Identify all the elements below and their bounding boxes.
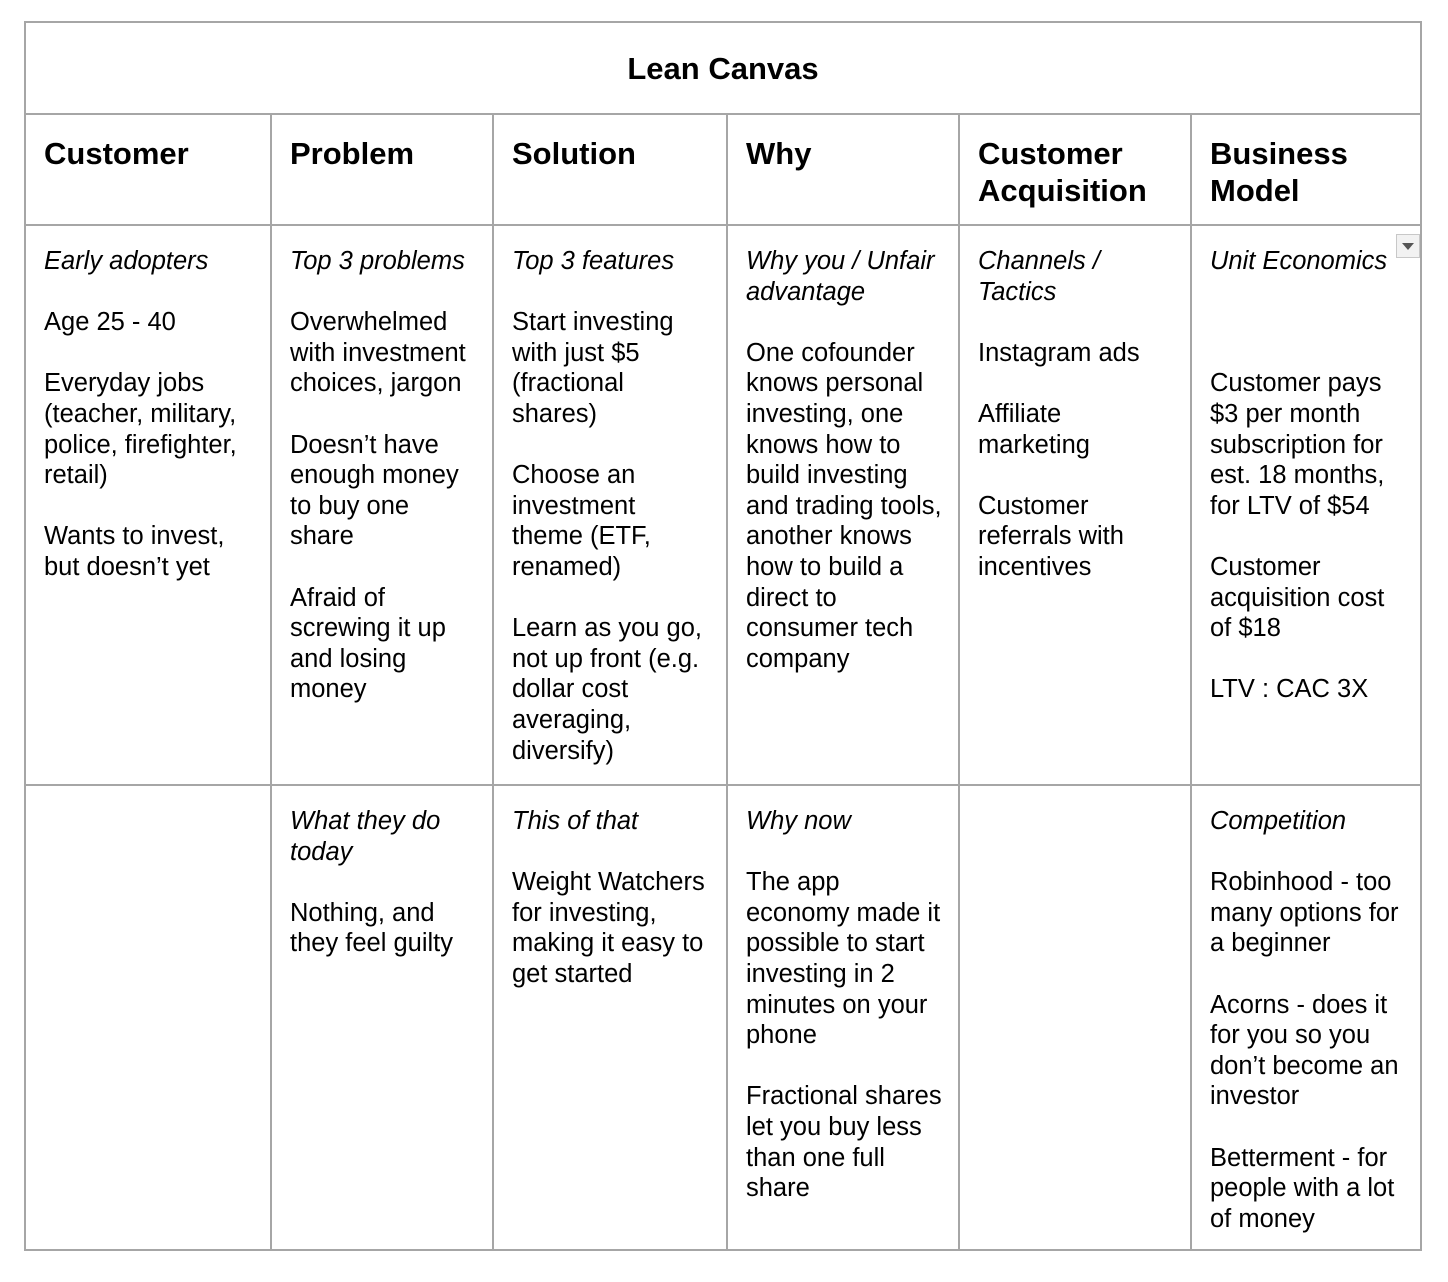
cell-paragraph: LTV : CAC 3X <box>1210 675 1369 704</box>
cell-empty-customer[interactable] <box>26 786 272 1251</box>
cell-heading: What they do today <box>290 807 441 866</box>
cell-paragraph: Instagram ads <box>978 338 1140 367</box>
cell-paragraph: Start investing with just $5 (fractional shares) <box>512 308 674 428</box>
cell-paragraph: Learn as you go, not up front (e.g. dollar cost averaging, diversify) <box>512 614 702 765</box>
cell-heading: Competition <box>1210 807 1347 835</box>
cell-customer[interactable] <box>26 226 272 784</box>
cell-why[interactable] <box>728 226 960 784</box>
triangle-down-icon <box>1402 243 1414 250</box>
cell-heading: Why now <box>746 807 851 835</box>
cell-paragraph: Age 25 - 40 <box>44 308 176 337</box>
cell-why-now[interactable] <box>728 786 960 1251</box>
header-customer-acquisition: Customer Acquisition <box>960 115 1192 224</box>
title-row <box>26 23 1420 115</box>
cell-paragraph: Fractional shares let you buy less than one full share <box>746 1082 942 1203</box>
cell-paragraph: One cofounder knows personal investing, one knows how to build investing and trading tools, another knows how to build a direct to consumer tech company <box>746 338 942 673</box>
cell-paragraph: Customer pays $3 per month subscription for est. 18 months, for LTV of $54 <box>1210 369 1385 520</box>
cell-problem[interactable] <box>272 226 494 784</box>
cell-paragraph: The app economy made it possible to start investing in 2 minutes on your phone <box>746 868 941 1050</box>
cell-paragraph: Betterment - for people with a lot of money <box>1210 1143 1395 1233</box>
cell-business-model[interactable] <box>1192 226 1422 784</box>
cell-heading: Top 3 features <box>512 247 675 275</box>
cell-empty-acquisition[interactable] <box>960 786 1192 1251</box>
cell-paragraph: Afraid of screwing it up and losing money <box>290 583 446 704</box>
cell-heading: Top 3 problems <box>290 247 465 275</box>
cell-spacer <box>1210 307 1406 338</box>
header-business-model: Business Model <box>1210 136 1348 208</box>
cell-paragraph: Affiliate marketing <box>978 399 1090 459</box>
cell-heading: Early adopters <box>44 247 209 275</box>
header-solution: Solution <box>494 115 728 224</box>
cell-paragraph: Weight Watchers for investing, making it easy to get started <box>512 868 705 988</box>
dropdown-button[interactable] <box>1396 234 1420 258</box>
cell-this-of-that[interactable] <box>494 786 728 1251</box>
body-row <box>26 226 1420 786</box>
bottom-row <box>26 786 1420 1251</box>
cell-paragraph: Choose an investment theme (ETF, renamed) <box>512 461 651 581</box>
header-problem: Problem <box>272 115 494 224</box>
header-why: Why <box>728 115 960 224</box>
cell-paragraph: Nothing, and they feel guilty <box>290 898 454 958</box>
cell-paragraph: Overwhelmed with investment choices, jargon <box>290 308 466 398</box>
cell-paragraph: Acorns - does it for you so you don’t become an investor <box>1210 990 1399 1111</box>
header-row <box>26 115 1420 226</box>
lean-canvas-table <box>24 21 1422 1251</box>
cell-what-they-do-today[interactable] <box>272 786 494 1251</box>
canvas-title: Lean Canvas <box>627 51 819 86</box>
cell-paragraph: Wants to invest, but doesn’t yet <box>44 522 225 581</box>
cell-paragraph: Everyday jobs (teacher, military, police, firefighter, retail) <box>44 369 237 490</box>
cell-heading: Why you / Unfair advantage <box>746 247 935 306</box>
cell-paragraph: Doesn’t have enough money to buy one share <box>290 430 459 551</box>
cell-competition[interactable] <box>1192 786 1422 1251</box>
cell-customer-acquisition[interactable] <box>960 226 1192 784</box>
cell-heading: This of that <box>512 807 639 835</box>
cell-paragraph: Robinhood - too many options for a beginner <box>1210 868 1399 958</box>
cell-paragraph: Customer acquisition cost of $18 <box>1210 552 1385 643</box>
header-customer: Customer <box>26 115 272 224</box>
cell-solution[interactable] <box>494 226 728 784</box>
cell-heading: Channels / Tactics <box>978 247 1100 306</box>
cell-paragraph: Customer referrals with incentives <box>978 491 1124 581</box>
cell-heading: Unit Economics <box>1210 247 1388 275</box>
